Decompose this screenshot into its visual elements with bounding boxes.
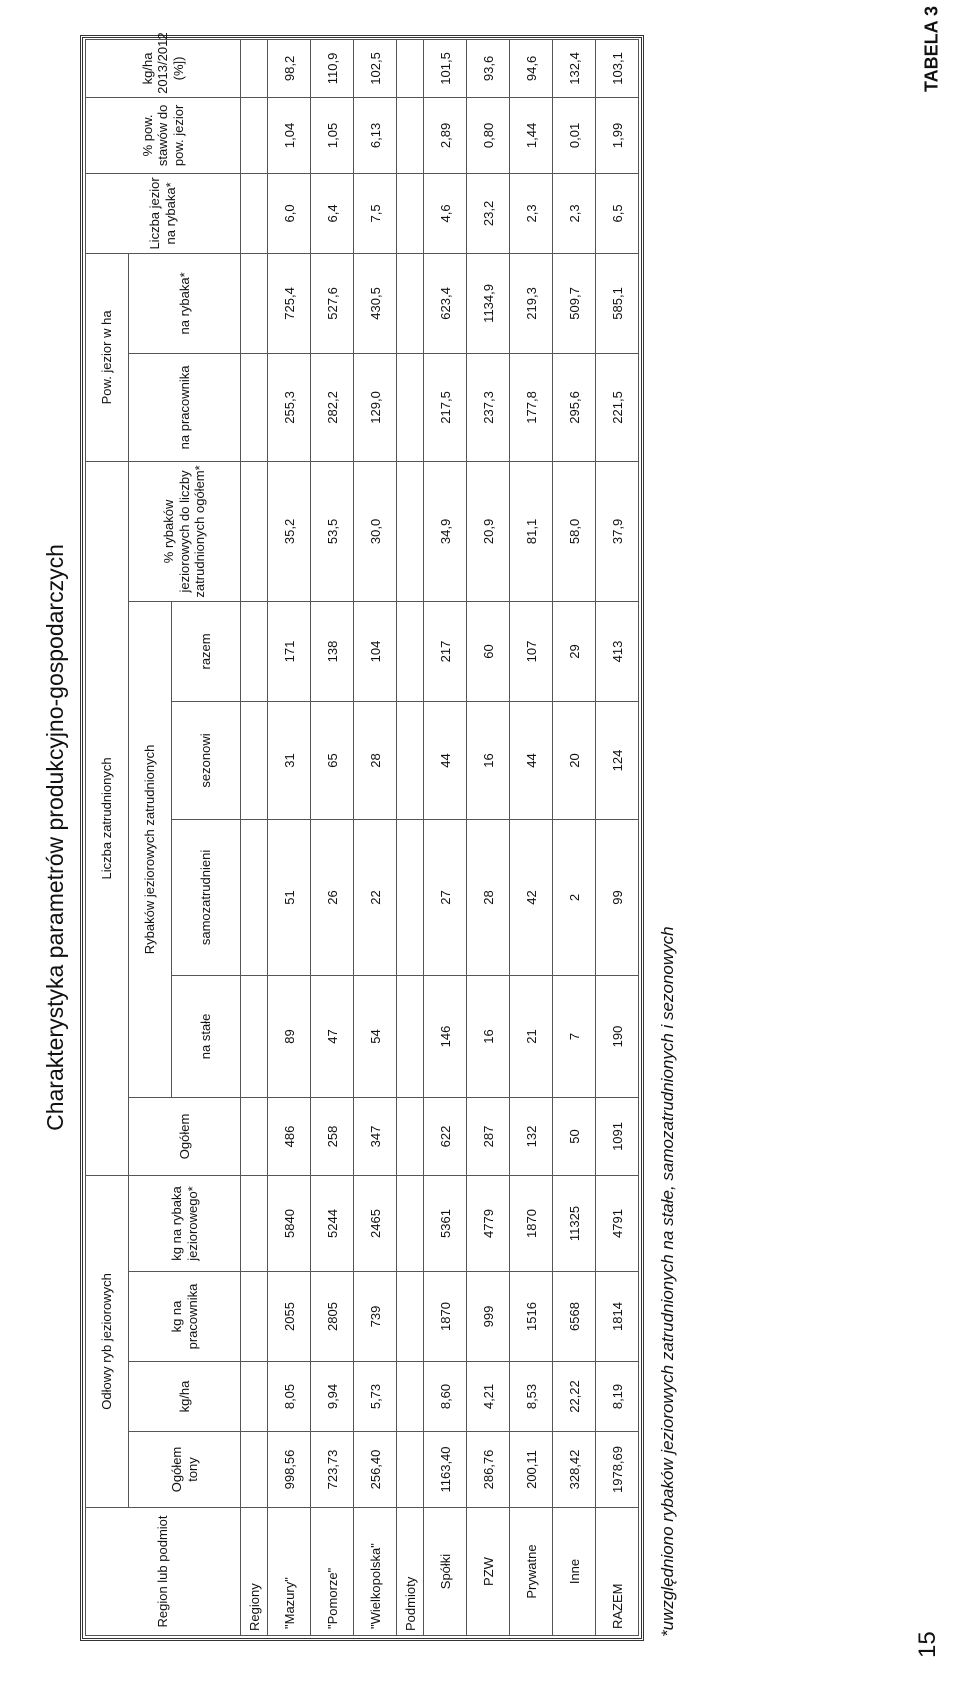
table-cell: 237,3 [467, 353, 510, 461]
table-cell: 47 [311, 975, 354, 1097]
section-empty-cell [241, 1272, 268, 1362]
row-label: Prywatne [510, 1508, 553, 1636]
header-ogolem-tony: Ogółem tony [129, 1432, 241, 1508]
section-empty-cell [397, 1097, 424, 1175]
table-row [510, 39, 553, 1635]
table-cell: 623,4 [424, 253, 467, 353]
page-tag: TABELA 3 [921, 6, 942, 93]
section-row [241, 39, 268, 1635]
table-cell: 6,13 [354, 97, 397, 173]
header-na-stale: na stałe [172, 975, 241, 1097]
table-row [596, 39, 639, 1635]
table-cell: 527,6 [311, 253, 354, 353]
header-samozatr: samozatrudnieni [172, 819, 241, 975]
table-cell: 98,2 [268, 39, 311, 97]
header-na-ryb: na rybaka* [129, 253, 241, 353]
table-cell: 35,2 [268, 461, 311, 601]
table-cell: 1978,69 [596, 1432, 639, 1508]
footnote: *uwzględniono rybaków jeziorowych zatrudnionych na stałe, samozatrudnionych i sezonowych [658, 926, 677, 1637]
table-cell: 93,6 [467, 39, 510, 97]
header-kg-ha: kg/ha [129, 1362, 241, 1432]
table-cell: 2 [553, 819, 596, 975]
table-cell: 37,9 [596, 461, 639, 601]
table-cell: 4791 [596, 1175, 639, 1271]
table-cell: 23,2 [467, 173, 510, 253]
table-cell: 20,9 [467, 461, 510, 601]
header-region: Region lub podmiot [86, 1508, 241, 1636]
table-cell: 1134,9 [467, 253, 510, 353]
section-row [397, 39, 424, 1635]
section-empty-cell [241, 253, 268, 353]
table-cell: 28 [354, 701, 397, 819]
table-cell: 94,6 [510, 39, 553, 97]
section-empty-cell [397, 819, 424, 975]
header-kgha-ratio: kg/ha 2013/2012 (%]) [86, 39, 241, 97]
table-cell: 9,94 [311, 1362, 354, 1432]
table-cell: 34,9 [424, 461, 467, 601]
section-empty-cell [241, 1362, 268, 1432]
table-cell: 129,0 [354, 353, 397, 461]
table-cell: 217 [424, 601, 467, 701]
table-cell: 7 [553, 975, 596, 1097]
header-sezonowi: sezonowi [172, 701, 241, 819]
table-body [241, 39, 639, 1635]
table-cell: 258 [311, 1097, 354, 1175]
header-pow: Pow. jezior w ha [86, 253, 129, 461]
table-cell: 998,56 [268, 1432, 311, 1508]
section-empty-cell [241, 819, 268, 975]
section-empty-cell [397, 39, 424, 97]
table-cell: 5840 [268, 1175, 311, 1271]
table-row [354, 39, 397, 1635]
section-empty-cell [397, 1362, 424, 1432]
table-cell: 5244 [311, 1175, 354, 1271]
table-cell: 5361 [424, 1175, 467, 1271]
header-kg-ryb: kg na rybaka jeziorowego* [129, 1175, 241, 1271]
table-cell: 8,19 [596, 1362, 639, 1432]
table-cell: 255,3 [268, 353, 311, 461]
table-cell: 2,89 [424, 97, 467, 173]
table-cell: 132,4 [553, 39, 596, 97]
table-cell: 739 [354, 1272, 397, 1362]
row-label: PZW [467, 1508, 510, 1636]
header-pct-ryb: % rybaków jeziorowych do liczby zatrudnionych ogółem* [129, 461, 241, 601]
section-empty-cell [397, 97, 424, 173]
table-cell: 999 [467, 1272, 510, 1362]
row-label: "Mazury" [268, 1508, 311, 1636]
table-cell: 146 [424, 975, 467, 1097]
table-cell: 413 [596, 601, 639, 701]
header-na-prac: na pracownika [129, 353, 241, 461]
table-cell: 295,6 [553, 353, 596, 461]
table-cell: 11325 [553, 1175, 596, 1271]
row-label: Spółki [424, 1508, 467, 1636]
section-empty-cell [397, 461, 424, 601]
section-empty-cell [397, 1175, 424, 1271]
table-cell: 725,4 [268, 253, 311, 353]
table-cell: 50 [553, 1097, 596, 1175]
table-cell: 2,3 [553, 173, 596, 253]
table-cell: 1,99 [596, 97, 639, 173]
table-cell: 99 [596, 819, 639, 975]
table-cell: 256,40 [354, 1432, 397, 1508]
header-rybakow: Rybaków jeziorowych zatrudnionych [129, 601, 172, 1097]
table-cell: 8,60 [424, 1362, 467, 1432]
section-empty-cell [241, 601, 268, 701]
section-empty-cell [241, 39, 268, 97]
table-cell: 44 [424, 701, 467, 819]
table-cell: 622 [424, 1097, 467, 1175]
header-ogolem: Ogółem [129, 1097, 241, 1175]
table-cell: 1870 [510, 1175, 553, 1271]
header-liczba: Liczba zatrudnionych [86, 461, 129, 1175]
table-cell: 16 [467, 975, 510, 1097]
table-cell: 217,5 [424, 353, 467, 461]
table-cell: 177,8 [510, 353, 553, 461]
table-cell: 132 [510, 1097, 553, 1175]
section-label: Regiony [241, 1508, 268, 1636]
table-cell: 430,5 [354, 253, 397, 353]
table-cell: 1091 [596, 1097, 639, 1175]
table-cell: 1,44 [510, 97, 553, 173]
section-label: Podmioty [397, 1508, 424, 1636]
table-cell: 2465 [354, 1175, 397, 1271]
table-cell: 60 [467, 601, 510, 701]
table-cell: 6,0 [268, 173, 311, 253]
section-empty-cell [397, 601, 424, 701]
table-cell: 81,1 [510, 461, 553, 601]
table-cell: 8,05 [268, 1362, 311, 1432]
table-cell: 4,6 [424, 173, 467, 253]
row-label: Inne [553, 1508, 596, 1636]
table-cell: 585,1 [596, 253, 639, 353]
table-cell: 58,0 [553, 461, 596, 601]
row-label: RAZEM [596, 1508, 639, 1636]
table-cell: 53,5 [311, 461, 354, 601]
table-cell: 2805 [311, 1272, 354, 1362]
table-cell: 30,0 [354, 461, 397, 601]
table-cell: 171 [268, 601, 311, 701]
table-cell: 723,73 [311, 1432, 354, 1508]
section-empty-cell [397, 701, 424, 819]
table-cell: 51 [268, 819, 311, 975]
table-cell: 102,5 [354, 39, 397, 97]
table-cell: 124 [596, 701, 639, 819]
table-cell: 20 [553, 701, 596, 819]
section-empty-cell [241, 461, 268, 601]
table-cell: 2055 [268, 1272, 311, 1362]
table-cell: 26 [311, 819, 354, 975]
section-empty-cell [241, 1175, 268, 1271]
section-empty-cell [241, 173, 268, 253]
table-cell: 2,3 [510, 173, 553, 253]
section-empty-cell [241, 1097, 268, 1175]
table-row [311, 39, 354, 1635]
table-cell: 509,7 [553, 253, 596, 353]
table-cell: 101,5 [424, 39, 467, 97]
table-cell: 54 [354, 975, 397, 1097]
table-cell: 5,73 [354, 1362, 397, 1432]
parameters-table [85, 32, 639, 1636]
table-cell: 22 [354, 819, 397, 975]
table-cell: 16 [467, 701, 510, 819]
table-cell: 190 [596, 975, 639, 1097]
header-pct-pow: % pow. stawów do pow. jezior [86, 97, 241, 173]
page-number: 15 [914, 1631, 941, 1659]
table-cell: 4779 [467, 1175, 510, 1271]
table-cell: 28 [467, 819, 510, 975]
table-cell: 1,05 [311, 97, 354, 173]
table-row [467, 39, 510, 1635]
header-kg-prac: kg na pracownika [129, 1272, 241, 1362]
table-cell: 65 [311, 701, 354, 819]
table-row [268, 39, 311, 1635]
table-cell: 27 [424, 819, 467, 975]
table-cell: 286,76 [467, 1432, 510, 1508]
section-empty-cell [397, 173, 424, 253]
table-cell: 1814 [596, 1272, 639, 1362]
table-cell: 347 [354, 1097, 397, 1175]
table-title: Charakterystyka parametrów produkcyjno-gospodarczych [42, 544, 68, 1131]
table-cell: 287 [467, 1097, 510, 1175]
table-cell: 1870 [424, 1272, 467, 1362]
table-cell: 6,5 [596, 173, 639, 253]
table-cell: 0,01 [553, 97, 596, 173]
table-cell: 1,04 [268, 97, 311, 173]
table-cell: 328,42 [553, 1432, 596, 1508]
row-label: "Wielkopolska" [354, 1508, 397, 1636]
table-row [553, 39, 596, 1635]
table-row [424, 39, 467, 1635]
section-empty-cell [241, 97, 268, 173]
table-cell: 103,1 [596, 39, 639, 97]
table-cell: 1163,40 [424, 1432, 467, 1508]
table-frame [80, 32, 644, 1641]
rotated-table-block [30, 30, 677, 1645]
section-empty-cell [397, 1432, 424, 1508]
table-cell: 219,3 [510, 253, 553, 353]
header-odlowy: Odłowy ryb jeziorowych [86, 1175, 129, 1507]
header-razem: razem [172, 601, 241, 701]
table-cell: 6,4 [311, 173, 354, 253]
table-cell: 29 [553, 601, 596, 701]
section-empty-cell [397, 975, 424, 1097]
table-cell: 104 [354, 601, 397, 701]
table-cell: 89 [268, 975, 311, 1097]
section-empty-cell [241, 353, 268, 461]
table-cell: 44 [510, 701, 553, 819]
table-cell: 22,22 [553, 1362, 596, 1432]
section-empty-cell [241, 701, 268, 819]
section-empty-cell [397, 353, 424, 461]
table-cell: 21 [510, 975, 553, 1097]
table-cell: 4,21 [467, 1362, 510, 1432]
table-cell: 6568 [553, 1272, 596, 1362]
table-cell: 0,80 [467, 97, 510, 173]
section-empty-cell [241, 975, 268, 1097]
section-empty-cell [397, 253, 424, 353]
header-liczba-jezior: Liczba jezior na rybaka* [86, 173, 241, 253]
table-cell: 107 [510, 601, 553, 701]
table-cell: 282,2 [311, 353, 354, 461]
section-empty-cell [241, 1432, 268, 1508]
table-cell: 8,53 [510, 1362, 553, 1432]
table-cell: 7,5 [354, 173, 397, 253]
row-label: "Pomorze" [311, 1508, 354, 1636]
table-cell: 200,11 [510, 1432, 553, 1508]
table-cell: 221,5 [596, 353, 639, 461]
table-cell: 138 [311, 601, 354, 701]
section-empty-cell [397, 1272, 424, 1362]
table-cell: 42 [510, 819, 553, 975]
table-cell: 1516 [510, 1272, 553, 1362]
table-cell: 486 [268, 1097, 311, 1175]
table-cell: 31 [268, 701, 311, 819]
table-cell: 110,9 [311, 39, 354, 97]
